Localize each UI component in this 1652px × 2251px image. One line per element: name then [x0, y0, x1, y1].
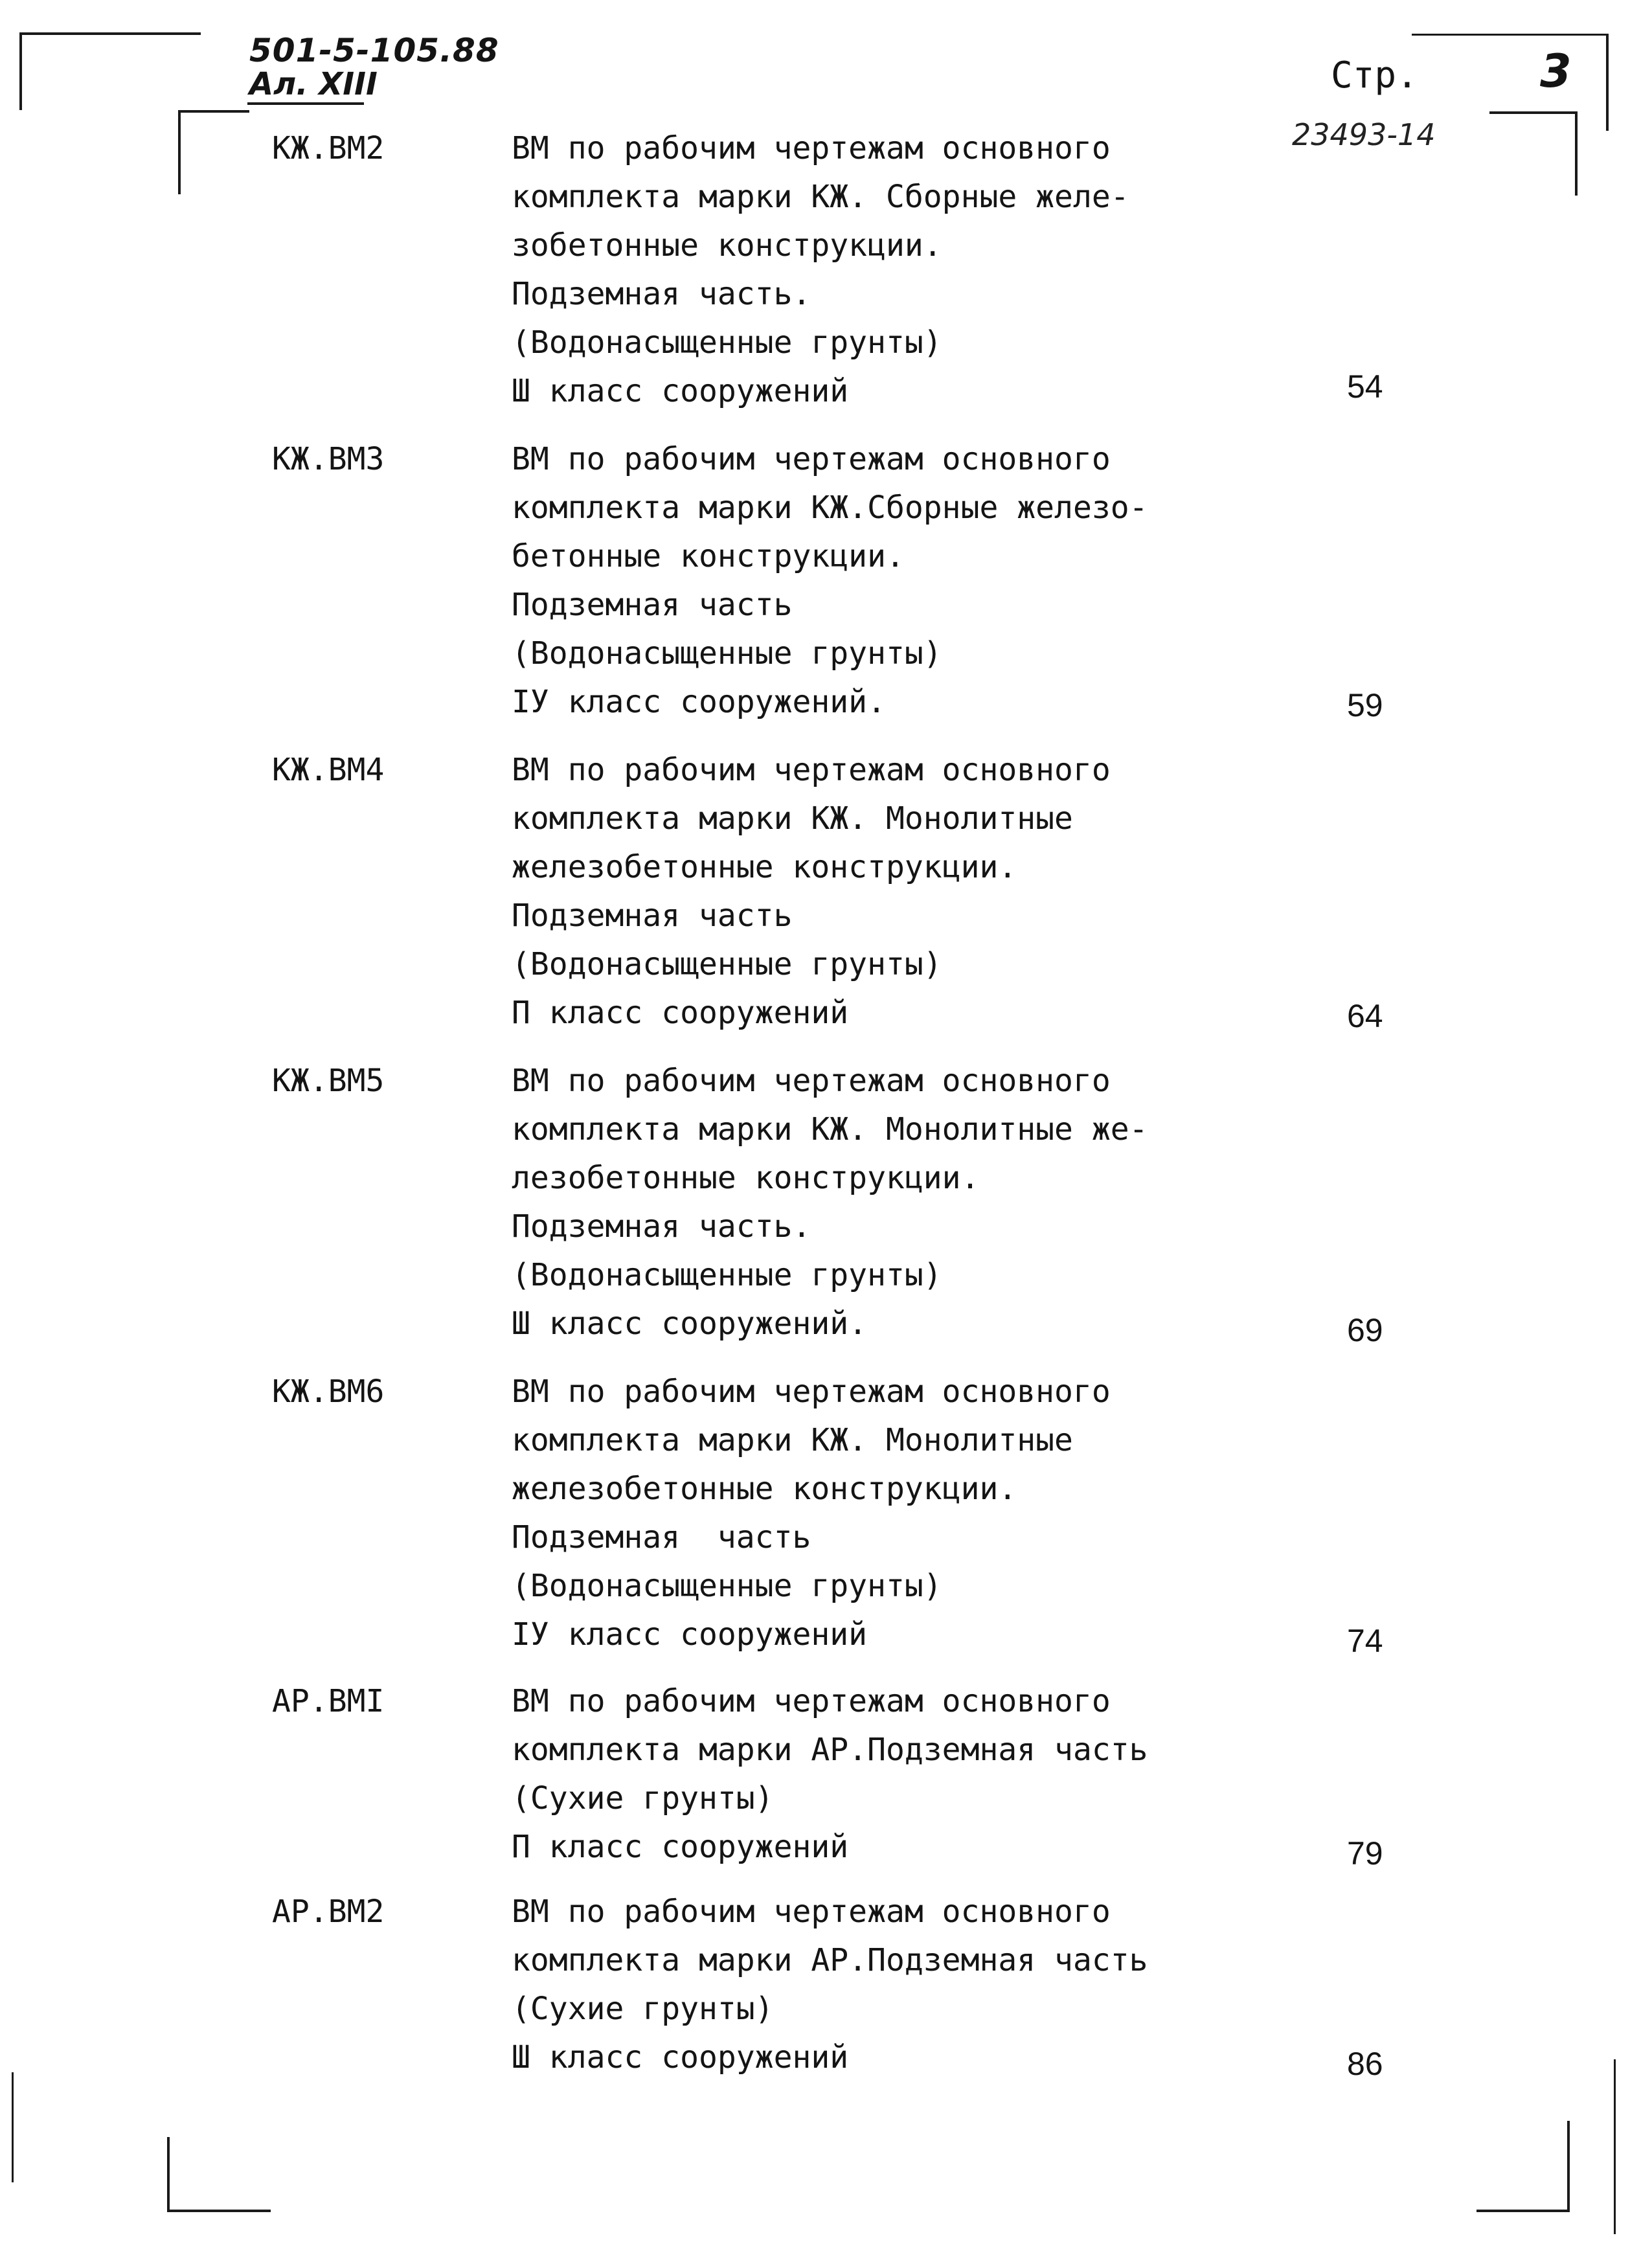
- frame-top-right-vertical: [1606, 34, 1609, 131]
- frame-bottom-right-vertical: [1567, 2121, 1570, 2211]
- entry-line: Подземная часть: [512, 1519, 811, 1555]
- entry-description: [512, 746, 1256, 1037]
- page-label: Стр.: [1331, 54, 1418, 96]
- entry-line: зобетонные конструкции.: [512, 227, 942, 264]
- entry-line: Ш класс сооружений: [512, 2039, 849, 2076]
- entry-line: ВМ по рабочим чертежам основного: [512, 441, 1111, 477]
- entry-line: Подземная часть: [512, 587, 793, 623]
- entry-line: ВМ по рабочим чертежам основного: [512, 752, 1111, 788]
- entry-line: ВМ по рабочим чертежам основного: [512, 1374, 1111, 1410]
- inventory-number: 23493-14: [1292, 117, 1436, 152]
- entry-line: Подземная часть.: [512, 1208, 811, 1245]
- page-number: 3: [1540, 45, 1572, 98]
- entry-line: П класс сооружений: [512, 995, 849, 1031]
- entry-line: (Сухие грунты): [512, 1780, 774, 1816]
- entry-line: комплекта марки АР.Подземная часть: [512, 1732, 1148, 1768]
- entry-line: комплекта марки КЖ. Сборные желе-: [512, 179, 1129, 215]
- entry-line: IУ класс сооружений.: [512, 684, 886, 720]
- entry-code: АР.ВМI: [272, 1683, 385, 1719]
- frame-inner-top-left-vertical: [178, 110, 181, 194]
- frame-bottom-left-vertical: [167, 2137, 170, 2211]
- entry-description: [512, 1057, 1256, 1348]
- entry-page-number: 64: [1347, 998, 1383, 1034]
- frame-right-edge-tick: [1614, 2059, 1616, 2234]
- document-code: 501-5-105.88: [249, 32, 499, 69]
- entry-line: лезобетонные конструкции.: [512, 1160, 980, 1196]
- entry-description: [512, 1368, 1256, 1659]
- entry-line: Подземная часть: [512, 898, 793, 934]
- entry-line: (Сухие грунты): [512, 1991, 774, 2027]
- entry-line: (Водонасыщенные грунты): [512, 324, 942, 361]
- frame-top-left-horizontal: [19, 32, 201, 35]
- frame-inner-top-right-horizontal: [1489, 111, 1577, 114]
- entry-line: комплекта марки КЖ. Монолитные же-: [512, 1111, 1148, 1148]
- frame-inner-top-left-horizontal: [178, 110, 249, 113]
- entry-line: (Водонасыщенные грунты): [512, 946, 942, 982]
- entry-page-number: 86: [1347, 2046, 1383, 2082]
- entry-line: бетонные конструкции.: [512, 538, 905, 574]
- frame-top-right-horizontal: [1412, 34, 1606, 36]
- entry-line: (Водонасыщенные грунты): [512, 1257, 942, 1293]
- frame-inner-top-right-vertical: [1575, 111, 1578, 196]
- entry-description: [512, 1677, 1256, 1872]
- entry-code: КЖ.ВМ6: [272, 1374, 385, 1410]
- entry-page-number: 69: [1347, 1312, 1383, 1348]
- entry-description: [512, 1888, 1256, 2082]
- entry-code: АР.ВМ2: [272, 1894, 385, 1930]
- entry-line: железобетонные конструкции.: [512, 1471, 1017, 1507]
- entry-page-number: 54: [1347, 368, 1383, 405]
- entry-code: КЖ.ВМ3: [272, 441, 385, 477]
- entry-line: ВМ по рабочим чертежам основного: [512, 130, 1111, 166]
- entry-page-number: 79: [1347, 1835, 1383, 1872]
- entry-line: комплекта марки КЖ. Монолитные: [512, 1422, 1073, 1458]
- entry-line: Подземная часть.: [512, 276, 811, 312]
- entry-line: IУ класс сооружений: [512, 1616, 868, 1653]
- entry-code: КЖ.ВМ4: [272, 752, 385, 788]
- frame-top-left-vertical: [19, 32, 22, 110]
- frame-left-edge-tick: [12, 2072, 14, 2182]
- entry-code: КЖ.ВМ5: [272, 1063, 385, 1099]
- frame-bottom-left-horizontal: [167, 2210, 271, 2212]
- entry-description: [512, 124, 1256, 416]
- entry-description: [512, 435, 1256, 727]
- entry-line: комплекта марки АР.Подземная часть: [512, 1942, 1148, 1978]
- entry-line: ВМ по рабочим чертежам основного: [512, 1683, 1111, 1719]
- entry-line: железобетонные конструкции.: [512, 849, 1017, 885]
- entry-line: Ш класс сооружений: [512, 373, 849, 409]
- entry-code: КЖ.ВМ2: [272, 130, 385, 166]
- frame-bottom-right-horizontal: [1477, 2210, 1570, 2212]
- entry-line: П класс сооружений: [512, 1829, 849, 1865]
- entry-line: комплекта марки КЖ.Сборные железо-: [512, 490, 1148, 526]
- entry-line: Ш класс сооружений.: [512, 1306, 868, 1342]
- entry-line: ВМ по рабочим чертежам основного: [512, 1063, 1111, 1099]
- entry-page-number: 59: [1347, 687, 1383, 723]
- sheet-label-underline: [247, 102, 364, 105]
- entry-line: комплекта марки КЖ. Монолитные: [512, 800, 1073, 837]
- entry-line: ВМ по рабочим чертежам основного: [512, 1894, 1111, 1930]
- sheet-label: Ал. XIII: [249, 66, 378, 102]
- entry-line: (Водонасыщенные грунты): [512, 1568, 942, 1604]
- entry-line: (Водонасыщенные грунты): [512, 635, 942, 672]
- entry-page-number: 74: [1347, 1623, 1383, 1659]
